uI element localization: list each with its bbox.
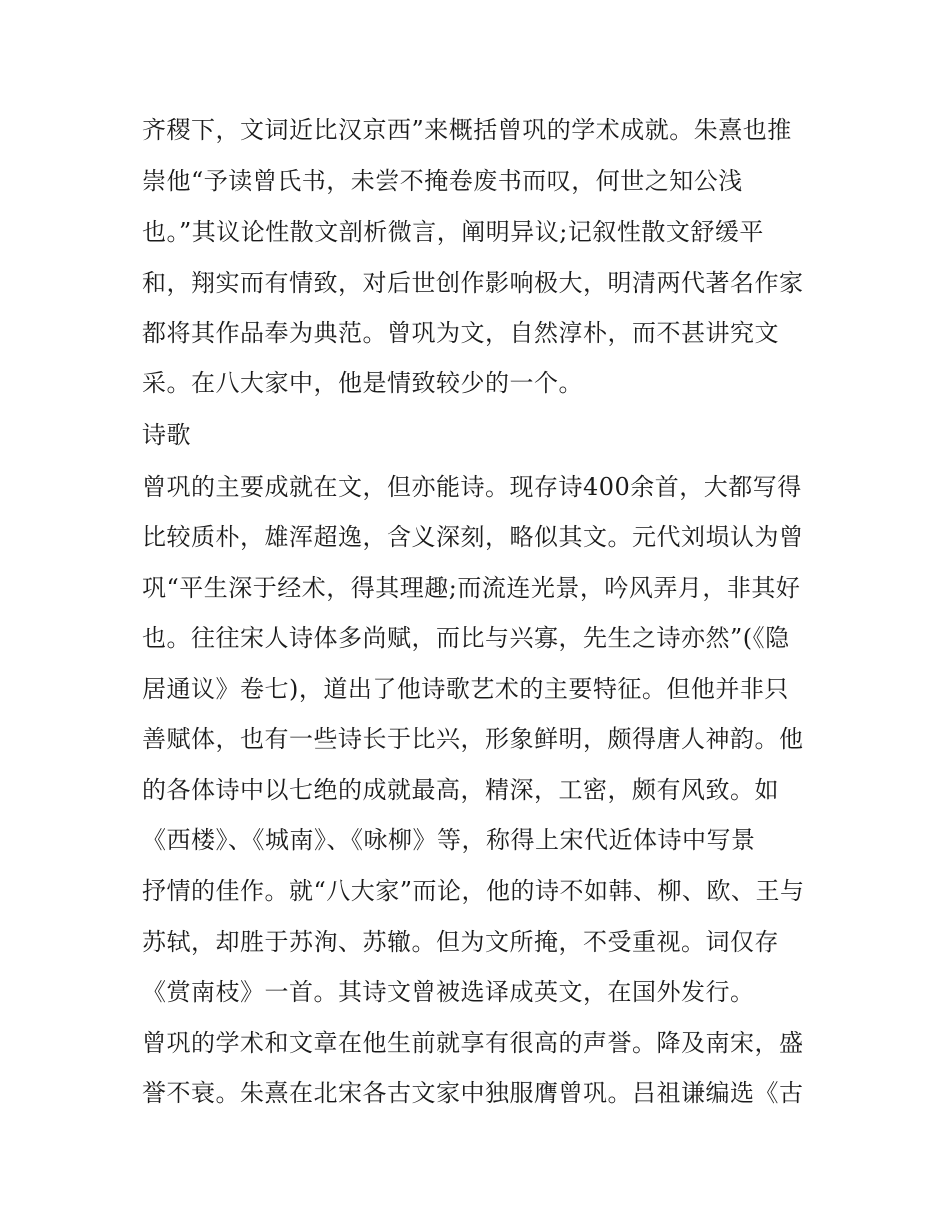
text-line: 采。在八大家中，他是情致较少的一个。 <box>142 369 583 397</box>
text-line: 善赋体，也有一些诗长于比兴，形象鲜明，颇得唐人神韵。他 <box>142 725 804 753</box>
text-line: 居通议》卷七)，道出了他诗歌艺术的主要特征。但他并非只 <box>142 675 789 703</box>
section-heading: 诗歌 <box>142 421 191 449</box>
text-line: 崇他“予读曾氏书，未尝不掩卷废书而叹，何世之知公浅 <box>142 167 743 195</box>
text-line: 曾巩的学术和文章在他生前就享有很高的声誉。降及南宋，盛 <box>142 1029 804 1057</box>
text-line: 誉不衰。朱熹在北宋各古文家中独服膺曾巩。吕祖谦编选《古 <box>142 1079 804 1107</box>
text-line: 苏轼，却胜于苏洵、苏辙。但为文所掩，不受重视。词仅存 <box>142 928 779 956</box>
text-line: 比较质朴，雄浑超逸，含义深刻，略似其文。元代刘埙认为曾 <box>142 523 804 551</box>
text-line: 的各体诗中以七绝的成就最高，精深，工密，颇有风致。如 <box>142 776 779 804</box>
text-line: 《西楼》、《城南》、《咏柳》等，称得上宋代近体诗中写景 <box>142 826 756 854</box>
text-line: 曾巩的主要成就在文，但亦能诗。现存诗400余首，大都写得 <box>142 473 802 501</box>
text-line: 都将其作品奉为典范。曾巩为文，自然淳朴，而不甚讲究文 <box>142 319 779 347</box>
text-line: 齐稷下，文词近比汉京西”来概括曾巩的学术成就。朱熹也推 <box>142 116 792 144</box>
text-line: 《赏南枝》一首。其诗文曾被选译成英文，在国外发行。 <box>142 978 755 1006</box>
text-line: 和，翔实而有情致，对后世创作影响极大，明清两代著名作家 <box>142 269 804 297</box>
text-line: 抒情的佳作。就“八大家”而论，他的诗不如韩、柳、欧、王与 <box>142 877 805 905</box>
text-line: 也。往往宋人诗体多尚赋，而比与兴寡，先生之诗亦然”(《隐 <box>142 624 790 652</box>
text-line: 也。”其议论性散文剖析微言，阐明异议;记叙性散文舒缓平 <box>142 218 764 246</box>
text-line: 巩“平生深于经术，得其理趣;而流连光景，吟风弄月，非其好 <box>142 574 801 602</box>
